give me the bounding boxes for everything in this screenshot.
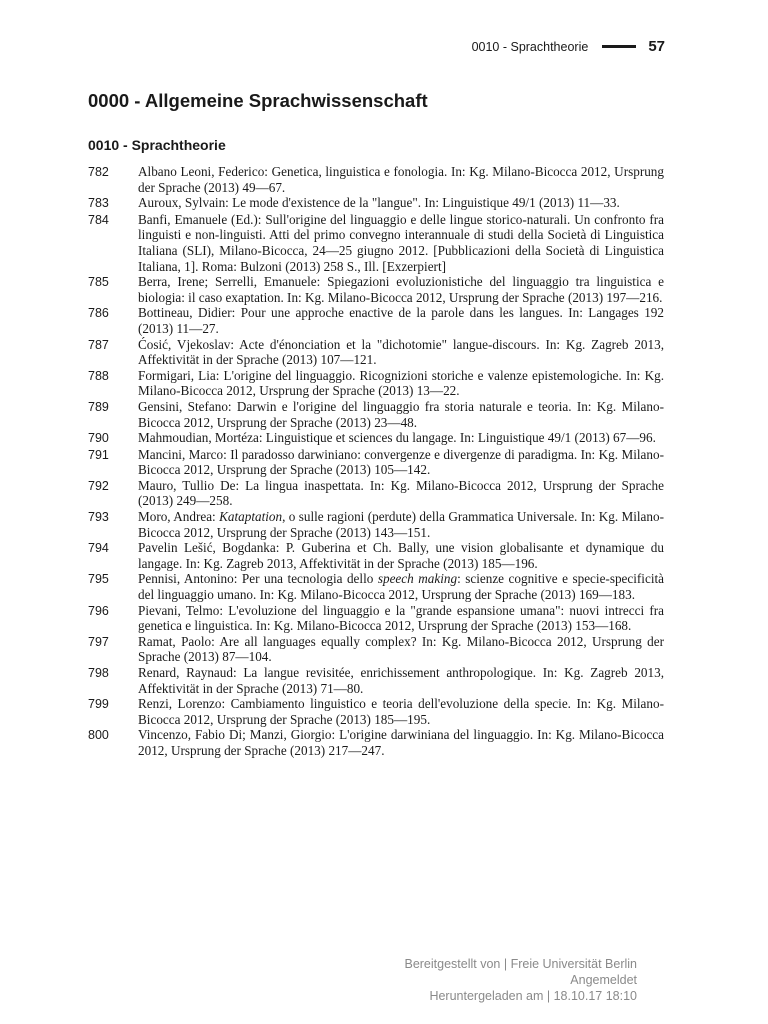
bibliography-entry: [88, 509, 664, 540]
entry-text-part: : scienze cognitive e specie-specificità del linguaggio umano. In: Kg. Milano-Bicocca 2012, Ursprung der Sprache (2013) 169—183.: [138, 571, 665, 603]
entry-text-part: , o sulle ragioni (perdute) della Grammatica Universale. In: Kg. Milano-Bicocca 2012, Ursprung der Sprache (2013) 143—151.: [138, 509, 664, 540]
download-notice: [404, 956, 637, 1004]
entry-text: Banfi, Emanuele (Ed.): Sull'origine del linguaggio e delle lingue storico-naturali. Un confronto fra linguisti e non-linguisti. Atti del primo convegno interannuale di studi della Società di Linguistica Italiana (SLI), Milano-Bicocca, 24—25 giugno 2012. [Pubblicazioni della Società di Linguistica Italiana, 1]. Roma: Bulzoni (2013) 258 S., Ill. [Exzerpiert]: [138, 211, 664, 274]
entry-number: 783: [88, 196, 109, 211]
entry-number: 782: [88, 165, 109, 179]
entry-text: [138, 509, 664, 540]
running-header-section: 0010 - Sprachtheorie: [471, 39, 589, 54]
entry-text: Ćosić, Vjekoslav: Acte d'énonciation et la "dichotomie" langue-discours. In: Kg. Zagreb 2013, Affektivität in der Sprache (2013) 107—121.: [138, 336, 664, 368]
entry-text: Ramat, Paolo: Are all languages equally complex? In: Kg. Milano-Bicocca 2012, Ursprung der Sprache (2013) 87—104.: [138, 633, 664, 665]
entry-text: Renzi, Lorenzo: Cambiamento linguistico e teoria dell'evoluzione della specie. In: Kg. Milano-Bicocca 2012, Ursprung der Sprache (2013) 185—195.: [138, 696, 664, 727]
entry-number: 788: [88, 368, 109, 383]
bibliography-entry: [88, 727, 664, 758]
bibliography-entry: [88, 430, 664, 447]
download-notice-status: Angemeldet: [570, 973, 637, 987]
entry-number: 791: [88, 447, 109, 462]
entry-text-italic: speech making: [377, 571, 458, 587]
entry-number: 790: [88, 431, 109, 446]
entry-text: Formigari, Lia: L'origine del linguaggio. Ricognizioni storiche e valenze epistemologiche. In: Kg. Milano-Bicocca 2012, Ursprung der Sprache (2013) 13—22.: [138, 367, 664, 399]
entry-text: Bottineau, Didier: Pour une approche enactive de la parole dans les langues. In: Langages 192 (2013) 11—27.: [138, 305, 664, 336]
entry-text-part: Pennisi, Antonino: Per una tecnologia dello: [138, 571, 378, 587]
header-rule: [602, 45, 636, 48]
bibliography-entry: [88, 368, 664, 399]
bibliography-entry: [88, 603, 664, 634]
entry-text-part: Moro, Andrea:: [138, 509, 220, 525]
bibliography-entry: [88, 634, 664, 665]
bibliography-entry: [88, 571, 664, 602]
entry-text: Renard, Raynaud: La langue revisitée, enrichissement anthropologique. In: Kg. Zagreb 2013, Affektivität in der Sprache (2013) 71—80.: [138, 665, 664, 696]
entry-number: 800: [88, 728, 109, 743]
bibliography-entry: [88, 164, 664, 195]
bibliography-list: [88, 164, 664, 759]
entry-text: Pievani, Telmo: L'evoluzione del linguaggio e la "grande espansione umana": nuovi intrecci fra genetica e linguistica. In: Kg. Milano-Bicocca 2012, Ursprung der Sprache (2013) 153—168.: [138, 602, 664, 634]
entry-text: Mahmoudian, Mortéza: Linguistique et sciences du langage. In: Linguistique 49/1 (2013) 67—96.: [138, 430, 656, 446]
entry-number: 795: [88, 572, 109, 587]
entry-text: Auroux, Sylvain: Le mode d'existence de la "langue". In: Linguistique 49/1 (2013) 11—33.: [138, 195, 620, 211]
bibliography-entry: [88, 212, 664, 274]
bibliography-entry: [88, 696, 664, 727]
entry-number: 793: [88, 510, 109, 525]
running-header: [472, 38, 665, 55]
bibliography-entry: [88, 337, 664, 368]
download-notice-date: Heruntergeladen am | 18.10.17 18:10: [429, 989, 637, 1003]
bibliography-entry: [88, 665, 664, 696]
entry-number: 792: [88, 478, 109, 493]
entry-number: 784: [88, 212, 109, 227]
entry-number: 787: [88, 337, 109, 352]
bibliography-entry: [88, 478, 664, 509]
entry-number: 785: [88, 275, 109, 290]
page-number: 57: [648, 38, 665, 55]
entry-text: Gensini, Stefano: Darwin e l'origine del linguaggio fra storia naturale e teoria. In: Kg. Milano-Bicocca 2012, Ursprung der Sprache (2013) 23—48.: [138, 398, 664, 430]
bibliography-entry: [88, 305, 664, 336]
entry-text: Mauro, Tullio De: La lingua inaspettata. In: Kg. Milano-Bicocca 2012, Ursprung der Sprache (2013) 249—258.: [138, 477, 664, 509]
download-notice-provider: Bereitgestellt von | Freie Universität Berlin: [404, 957, 637, 971]
entry-number: 798: [88, 666, 109, 680]
entry-text: Mancini, Marco: Il paradosso darwiniano: convergenze e divergenze di paradigma. In: Kg. Milano-Bicocca 2012, Ursprung der Sprache (2013) 105—142.: [138, 446, 664, 478]
bibliography-entry: [88, 274, 664, 305]
entry-text-italic: Kataptation: [219, 509, 283, 525]
entry-number: 786: [88, 306, 109, 321]
entry-text: [138, 571, 664, 602]
entry-number: 789: [88, 399, 109, 414]
entry-number: 796: [88, 603, 109, 618]
bibliography-entry: [88, 399, 664, 430]
bibliography-entry: [88, 447, 664, 478]
entry-number: 797: [88, 634, 109, 649]
bibliography-entry: [88, 540, 664, 571]
entry-number: 794: [88, 541, 109, 556]
entry-text: Albano Leoni, Federico: Genetica, linguistica e fonologia. In: Kg. Milano-Bicocca 2012, Ursprung der Sprache (2013) 49—67.: [138, 164, 664, 195]
section-title: 0010 - Sprachtheorie: [88, 137, 226, 153]
bibliography-entry: [88, 195, 664, 212]
chapter-title: 0000 - Allgemeine Sprachwissenschaft: [88, 90, 428, 111]
entry-text: Vincenzo, Fabio Di; Manzi, Giorgio: L'origine darwiniana del linguaggio. In: Kg. Milano-Bicocca 2012, Ursprung der Sprache (2013) 217—247.: [138, 727, 664, 758]
entry-text: Berra, Irene; Serrelli, Emanuele: Spiegazioni evoluzionistiche del linguaggio tra linguistica e biologia: il caso exaptation. In: Kg. Milano-Bicocca 2012, Ursprung der Sprache (2013) 197—216.: [138, 274, 664, 305]
entry-text: Pavelin Lešić, Bogdanka: P. Guberina et Ch. Bally, une vision globalisante et dynamique du langage. In: Kg. Zagreb 2013, Affektivität in der Sprache (2013) 185—196.: [138, 540, 664, 571]
entry-number: 799: [88, 697, 109, 712]
